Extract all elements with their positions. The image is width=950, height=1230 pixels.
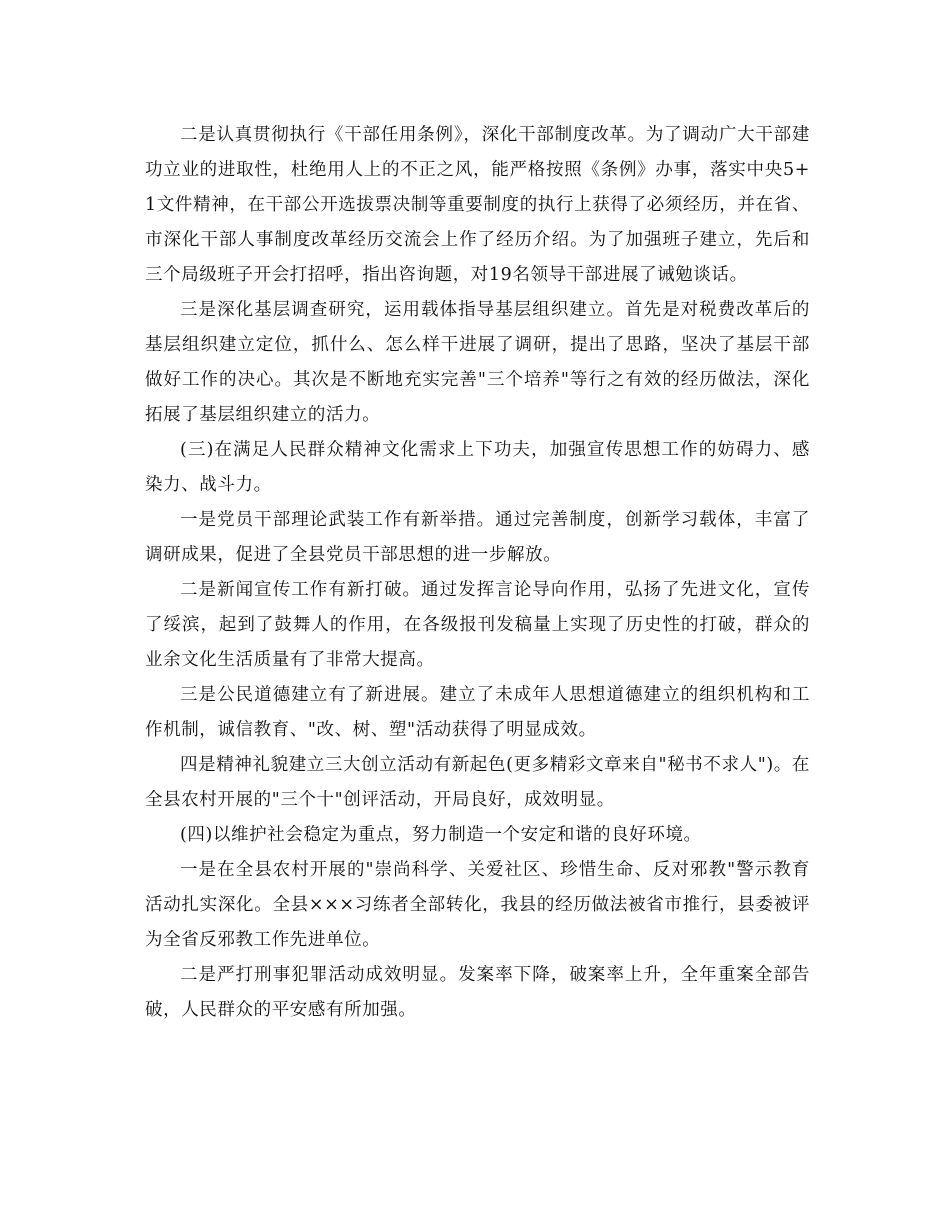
paragraph-theory-armament: 一是党员干部理论武装工作有新举措。通过完善制度，创新学习载体，丰富了调研成果，促进了全县党员干部思想的进一步解放。 [145, 510, 810, 565]
paragraph-section-three-heading: (三)在满足人民群众精神文化需求上下功夫，加强宣传思想工作的妨碍力、感染力、战斗力。 [145, 440, 810, 495]
paragraph-grassroots-research: 三是深化基层调查研究，运用载体指导基层组织建立。首先是对税费改革后的基层组织建立定位，抓什么、怎么样干进展了调研，提出了思路，坚决了基层干部做好工作的决心。其次是不断地充实完善"三个培养"等行之有效的经历做法，深化拓展了基层组织建立的活力。 [145, 300, 810, 425]
paragraph-spiritual-civilization: 四是精神礼貌建立三大创立活动有新起色(更多精彩文章来自"秘书不求人")。在全县农村开展的"三个十"创评活动，开局良好，成效明显。 [145, 755, 810, 810]
paragraph-warning-education: 一是在全县农村开展的"崇尚科学、关爱社区、珍惜生命、反对邪教"警示教育活动扎实深化。全县×××习练者全部转化，我县的经历做法被省市推行，县委被评为全省反邪教工作先进单位。 [145, 860, 810, 950]
paragraph-section-four-heading: (四)以维护社会稳定为重点，努力制造一个安定和谐的良好环境。 [180, 825, 702, 845]
paragraph-civic-morality: 三是公民道德建立有了新进展。建立了未成年人思想道德建立的组织机构和工作机制，诚信教育、"改、树、塑"活动获得了明显成效。 [145, 685, 810, 740]
paragraph-crime-crackdown: 二是严打刑事犯罪活动成效明显。发案率下降，破案率上升，全年重案全部告破，人民群众的平安感有所加强。 [145, 965, 810, 1020]
paragraph-news-publicity: 二是新闻宣传工作有新打破。通过发挥言论导向作用，弘扬了先进文化，宣传了绥滨，起到了鼓舞人的作用，在各级报刊发稿量上实现了历史性的打破，群众的业余文化生活质量有了非常大提高。 [145, 580, 810, 670]
paragraph-cadre-appointment: 二是认真贯彻执行《干部任用条例》，深化干部制度改革。为了调动广大干部建功立业的进取性，杜绝用人上的不正之风，能严格按照《条例》办事，落实中央5+1文件精神，在干部公开选拔票决制等重要制度的执行上获得了必须经历，并在省、市深化干部人事制度改革经历交流会上作了经历介绍。为了加强班子建立，先后和三个局级班子开会打招呼，指出咨询题，对19名领导干部进展了诫勉谈话。 [145, 125, 810, 285]
document-page [145, 118, 810, 1028]
